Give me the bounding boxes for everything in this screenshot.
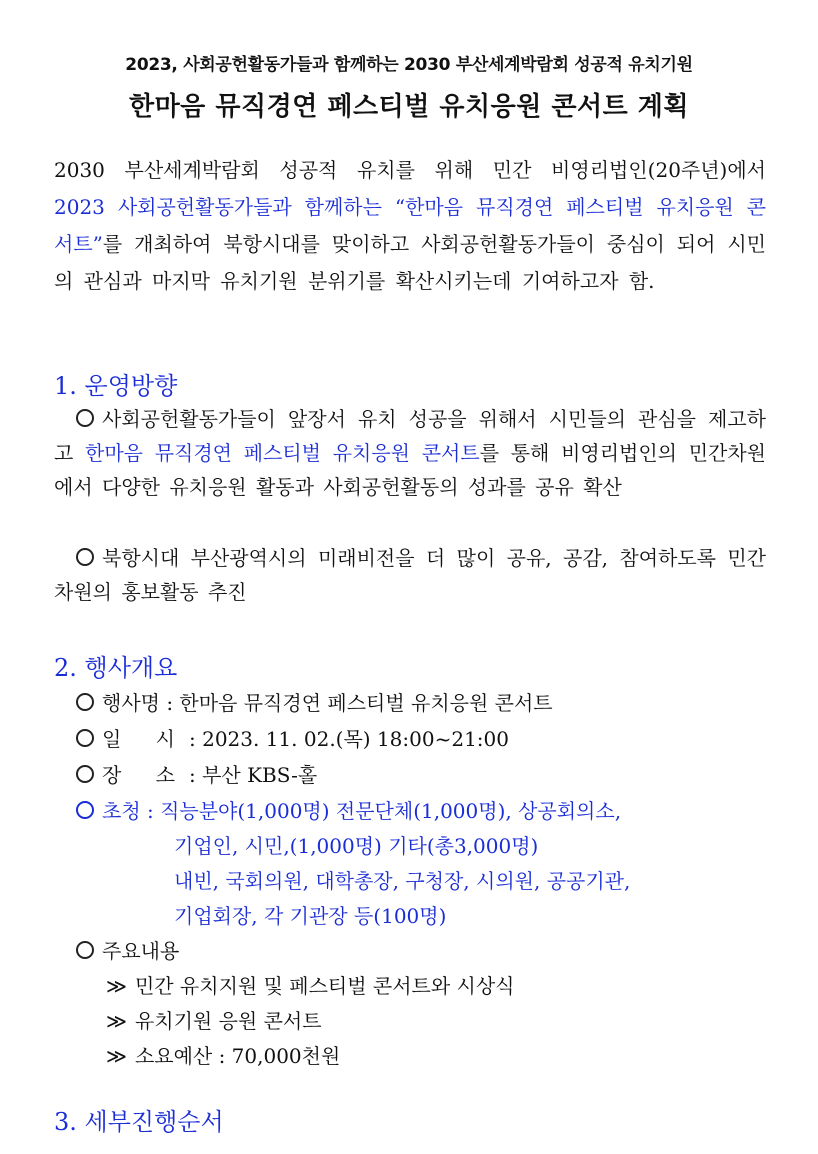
invite-line-4: 기업회장, 각 기관장 등(100명)	[174, 904, 447, 928]
double-chevron-icon: ≫	[106, 1044, 127, 1068]
intro-text-1: 2030 부산세계박람회 성공적 유치를 위해 민간 비영리법인(20주년)에서	[54, 158, 766, 182]
date-label: 일 시	[102, 727, 189, 751]
circle-bullet-icon	[76, 409, 94, 427]
operation-bullet-2	[54, 541, 766, 609]
circle-bullet-icon	[76, 765, 94, 783]
circle-bullet-icon	[76, 941, 94, 959]
main-content-label: 주요내용	[102, 939, 180, 963]
circle-bullet-icon	[76, 801, 94, 819]
overview-date	[76, 722, 509, 756]
main-content-item-2-text: 유치기원 응원 콘서트	[134, 1009, 322, 1033]
operation-bullet-1	[54, 402, 766, 504]
document-title: 한마음 뮤직경연 페스티벌 유치응원 콘서트 계획	[128, 92, 690, 122]
main-content-item-1	[106, 969, 514, 1003]
intro-paragraph	[54, 152, 766, 300]
place-label: 장 소	[102, 763, 189, 787]
invite-line-2: 기업인, 시민,(1,000명) 기타(총3,000명)	[174, 834, 539, 858]
operation-bullet-2-text: 북항시대 부산광역시의 미래비전을 더 많이 공유, 공감, 참여하도록 민간차원의 홍보활동 추진	[54, 546, 766, 604]
place-value: : 부산 KBS-홀	[189, 763, 318, 787]
date-value: : 2023. 11. 02.(목) 18:00~21:00	[189, 727, 509, 751]
circle-bullet-icon	[76, 693, 94, 711]
invite-line-1: 초청 : 직능분야(1,000명) 전문단체(1,000명), 상공회의소,	[102, 799, 622, 823]
overview-main-content	[76, 934, 179, 968]
invite-line-3: 내빈, 국회의원, 대학총장, 구청장, 시의원, 공공기관,	[174, 869, 631, 893]
section-heading-procedure: 3. 세부진행순서	[54, 1108, 224, 1136]
double-chevron-icon: ≫	[106, 1009, 127, 1033]
circle-bullet-icon	[76, 729, 94, 747]
double-chevron-icon: ≫	[106, 974, 127, 998]
main-content-item-3	[106, 1039, 340, 1073]
overview-event-name	[76, 686, 553, 720]
main-content-item-2	[106, 1004, 322, 1038]
section-heading-overview: 2. 행사개요	[54, 654, 178, 682]
operation-bullet-1-text-a: 사회공헌활동가들이 앞장서 유치 성공을 위해서 시민들의 관심을 제고하고	[54, 407, 766, 465]
circle-bullet-icon	[76, 548, 94, 566]
event-name-text: 행사명 : 한마음 뮤직경연 페스티벌 유치응원 콘서트	[102, 691, 553, 715]
intro-text-3: 를 개최하여 북항시대를 맞이하고 사회공헌활동가들이 중심이 되어 시민의 관심과 마지막 유치기원 분위기를 확산시키는데 기여하고자 함.	[54, 232, 766, 293]
main-content-item-1-text: 민간 유치지원 및 페스티벌 콘서트와 시상식	[134, 974, 515, 998]
overview-place	[76, 758, 317, 792]
document-subtitle: 2023, 사회공헌활동가들과 함께하는 2030 부산세계박람회 성공적 유치기원	[125, 55, 693, 75]
overview-invite	[76, 794, 621, 828]
intro-highlight: 2023 사회공헌활동가들과 함께하는 “한마음 뮤직경연 페스티벌 유치응원 콘서트”	[54, 195, 766, 256]
operation-bullet-1-text-b: 를 통해 비영리법인의 민간차원에서 다양한 유치응원 활동과 사회공헌활동의 성과를 공유 확산	[54, 441, 766, 499]
section-heading-operation: 1. 운영방향	[54, 372, 178, 400]
main-content-item-3-text: 소요예산 : 70,000천원	[134, 1044, 341, 1068]
operation-bullet-1-highlight: 한마음 뮤직경연 페스티벌 유치응원 콘서트	[85, 441, 480, 465]
